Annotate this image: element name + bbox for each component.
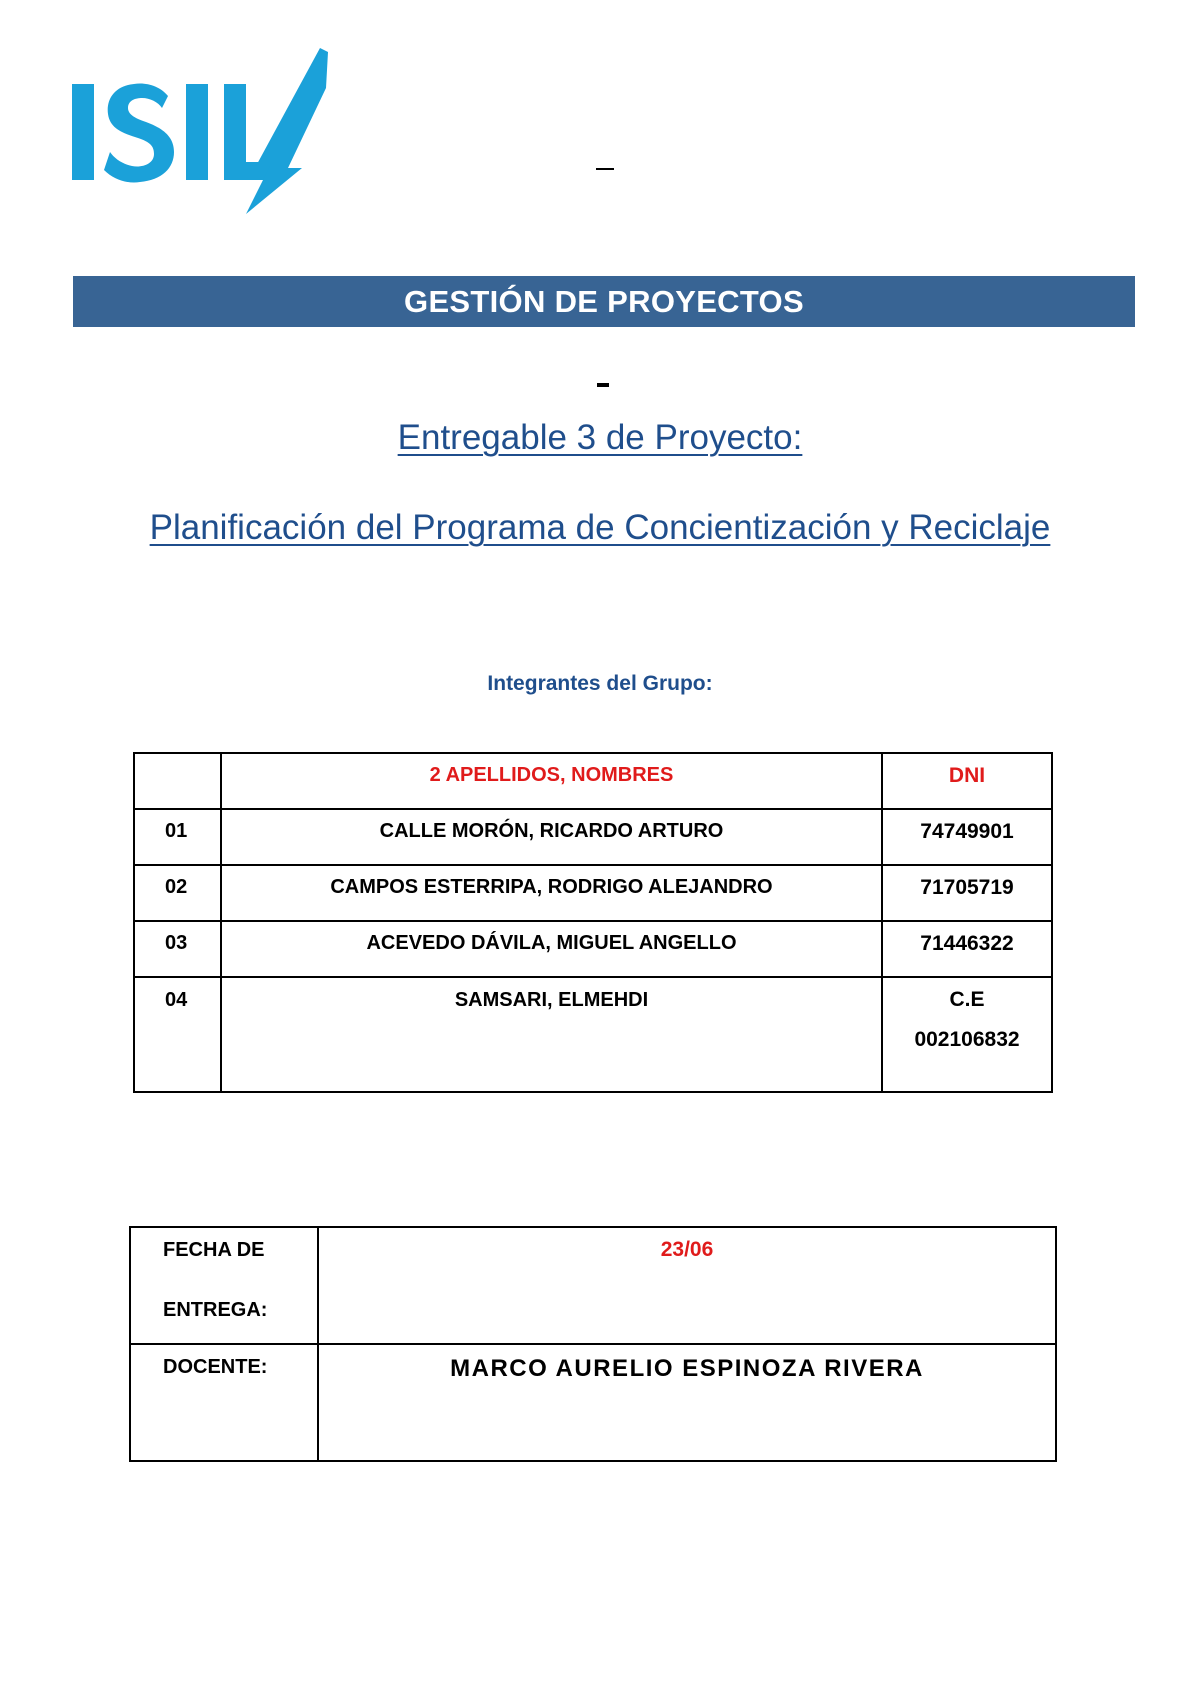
top-dash [596, 168, 614, 170]
table-row [134, 809, 1052, 865]
member-name: CAMPOS ESTERRIPA, RODRIGO ALEJANDRO [221, 865, 882, 921]
teacher-name: MARCO AURELIO ESPINOZA RIVERA [318, 1344, 1056, 1461]
teacher-label-text: DOCENTE: [163, 1356, 268, 1378]
table-row [134, 977, 1052, 1092]
teacher-row [130, 1344, 1056, 1461]
member-dni [882, 977, 1052, 1092]
header-cell-dni: DNI [882, 753, 1052, 809]
member-name: CALLE MORÓN, RICARDO ARTURO [221, 809, 882, 865]
member-name: SAMSARI, ELMEHDI [221, 977, 882, 1092]
table-row [134, 865, 1052, 921]
member-dni-number: 002106832 [914, 1028, 1020, 1051]
members-table [133, 752, 1053, 1093]
group-members-label: Integrantes del Grupo: [487, 672, 713, 695]
project-title: Planificación del Programa de Concientización y Reciclaje [149, 508, 1051, 547]
member-dni: 71446322 [882, 921, 1052, 977]
teacher-label [130, 1344, 318, 1461]
deliverable-title: Entregable 3 de Proyecto: [397, 418, 803, 457]
isil-logo [70, 48, 360, 238]
delivery-date-value: 23/06 [318, 1227, 1056, 1344]
delivery-date-label-line2: ENTREGA: [163, 1299, 268, 1321]
course-title: GESTIÓN DE PROYECTOS [404, 283, 804, 319]
member-number: 04 [134, 977, 221, 1092]
header-cell-names: 2 APELLIDOS, NOMBRES [221, 753, 882, 809]
member-dni: 74749901 [882, 809, 1052, 865]
member-number: 03 [134, 921, 221, 977]
member-dni-type: C.E [949, 988, 985, 1011]
delivery-date-row [130, 1227, 1056, 1344]
member-name: ACEVEDO DÁVILA, MIGUEL ANGELLO [221, 921, 882, 977]
delivery-date-label-line1: FECHA DE [163, 1239, 265, 1261]
member-number: 02 [134, 865, 221, 921]
table-header-row [134, 753, 1052, 809]
member-dni: 71705719 [882, 865, 1052, 921]
delivery-info-table [129, 1226, 1057, 1462]
table-row [134, 921, 1052, 977]
header-cell-number [134, 753, 221, 809]
course-banner [73, 276, 1135, 327]
delivery-date-label [130, 1227, 318, 1344]
separator-dash [597, 383, 609, 387]
member-number: 01 [134, 809, 221, 865]
